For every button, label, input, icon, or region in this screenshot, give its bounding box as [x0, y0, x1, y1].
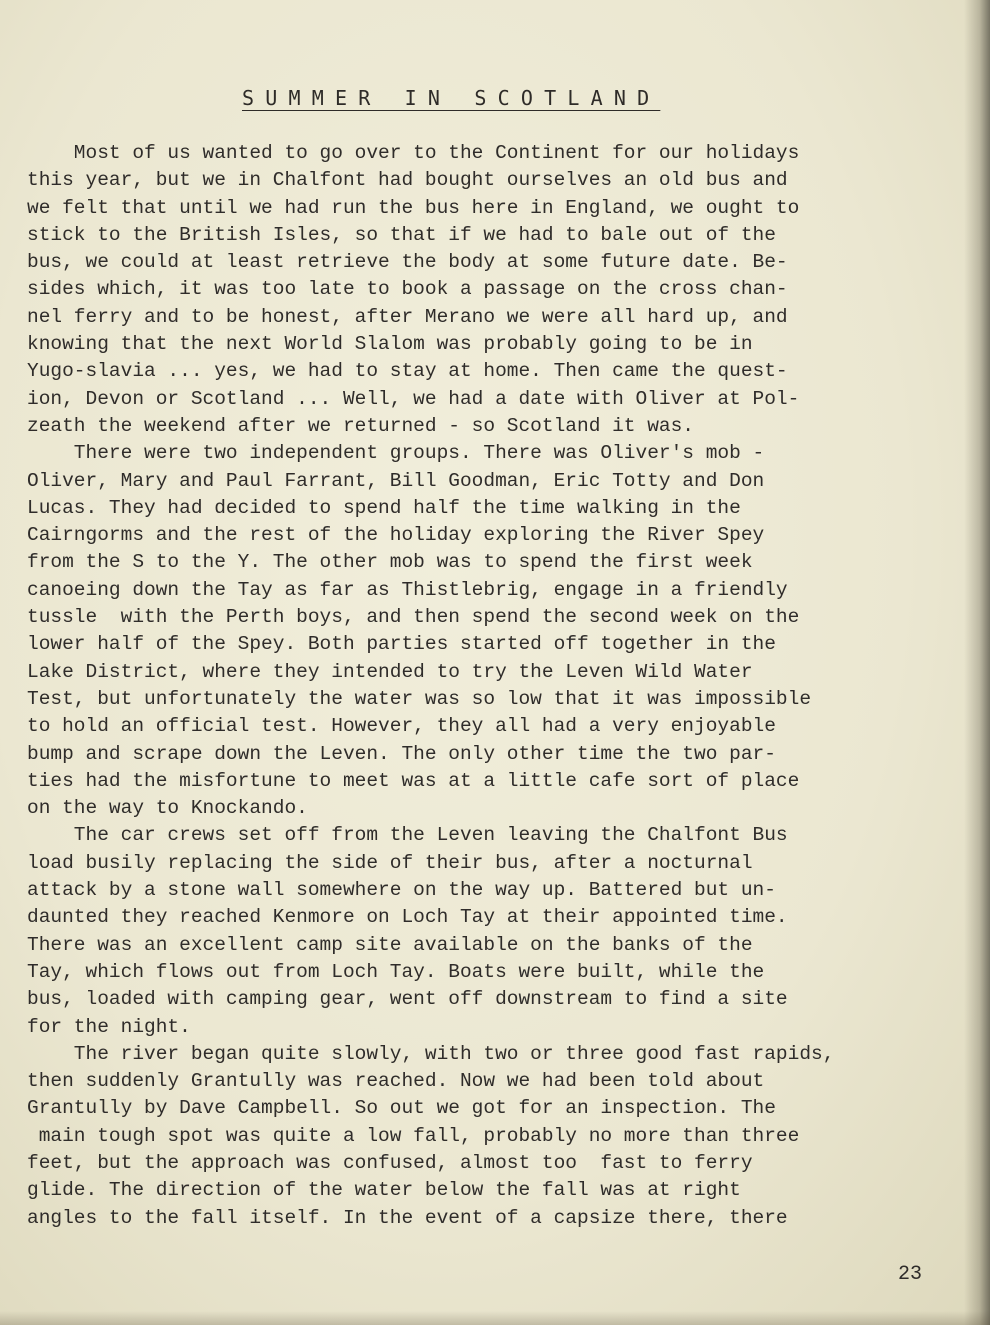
text-line: canoeing down the Tay as far as Thistlebrig, engage in a friendly [27, 578, 788, 601]
text-line: angles to the fall itself. In the event of a capsize there, there [27, 1206, 788, 1229]
text-line: bus, we could at least retrieve the body at some future date. Be- [27, 251, 788, 274]
text-line: feet, but the approach was confused, almost too fast to ferry [27, 1151, 753, 1174]
text-line: attack by a stone wall somewhere on the way up. Battered but un- [27, 879, 776, 902]
text-line: we felt that until we had run the bus here in England, we ought to [27, 196, 800, 219]
text-line: Lake District, where they intended to try the Leven Wild Water [27, 660, 753, 683]
text-line: Cairngorms and the rest of the holiday exploring the River Spey [27, 524, 765, 547]
page-number: 23 [898, 1263, 923, 1286]
text-line: lower half of the Spey. Both parties started off together in the [27, 633, 776, 656]
text-line: daunted they reached Kenmore on Loch Tay at their appointed time. [27, 906, 788, 929]
text-line: main tough spot was quite a low fall, probably no more than three [27, 1124, 800, 1147]
text-line: stick to the British Isles, so that if we had to bale out of the [27, 223, 776, 246]
text-line: Oliver, Mary and Paul Farrant, Bill Goodman, Eric Totty and Don [27, 469, 765, 492]
text-line: glide. The direction of the water below the fall was at right [27, 1179, 741, 1202]
text-line: sides which, it was too late to book a passage on the cross chan- [27, 278, 788, 301]
text-line: ion, Devon or Scotland ... Well, we had a date with Oliver at Pol- [27, 387, 800, 410]
text-line: The river began quite slowly, with two or three good fast rapids, [27, 1042, 835, 1065]
text-line: this year, but we in Chalfont had bought ourselves an old bus and [27, 169, 788, 192]
page-edge-shadow [964, 0, 990, 1325]
text-line: to hold an official test. However, they all had a very enjoyable [27, 715, 776, 738]
text-line: knowing that the next World Slalom was probably going to be in [27, 333, 753, 356]
text-line: Test, but unfortunately the water was so low that it was impossible [27, 687, 812, 710]
text-line: then suddenly Grantully was reached. Now we had been told about [27, 1070, 765, 1093]
text-line: nel ferry and to be honest, after Merano we were all hard up, and [27, 305, 788, 328]
text-line: zeath the weekend after we returned - so Scotland it was. [27, 414, 695, 437]
text-line: Lucas. They had decided to spend half the time walking in the [27, 496, 741, 519]
text-line: Yugo-slavia ... yes, we had to stay at home. Then came the quest- [27, 360, 788, 383]
text-line: The car crews set off from the Leven leaving the Chalfont Bus [27, 824, 788, 847]
text-line: tussle with the Perth boys, and then spend the second week on the [27, 606, 800, 629]
text-line: Tay, which flows out from Loch Tay. Boats were built, while the [27, 960, 765, 983]
text-line: bus, loaded with camping gear, went off downstream to find a site [27, 988, 788, 1011]
text-line: from the S to the Y. The other mob was to spend the first week [27, 551, 753, 574]
article-body [27, 140, 957, 1232]
text-line: ties had the misfortune to meet was at a little cafe sort of place [27, 769, 800, 792]
text-line: on the way to Knockando. [27, 797, 308, 820]
text-line: There was an excellent camp site available on the banks of the [27, 933, 753, 956]
text-line: for the night. [27, 1015, 191, 1038]
text-line: There were two independent groups. There was Oliver's mob - [27, 442, 765, 465]
article-title: SUMMER IN SCOTLAND [242, 86, 661, 110]
text-line: Most of us wanted to go over to the Continent for our holidays [27, 142, 800, 164]
page-bottom-shadow [0, 1311, 990, 1325]
text-line: Grantully by Dave Campbell. So out we got for an inspection. The [27, 1097, 776, 1120]
text-line: load busily replacing the side of their bus, after a nocturnal [27, 851, 753, 874]
text-line: bump and scrape down the Leven. The only other time the two par- [27, 742, 776, 765]
